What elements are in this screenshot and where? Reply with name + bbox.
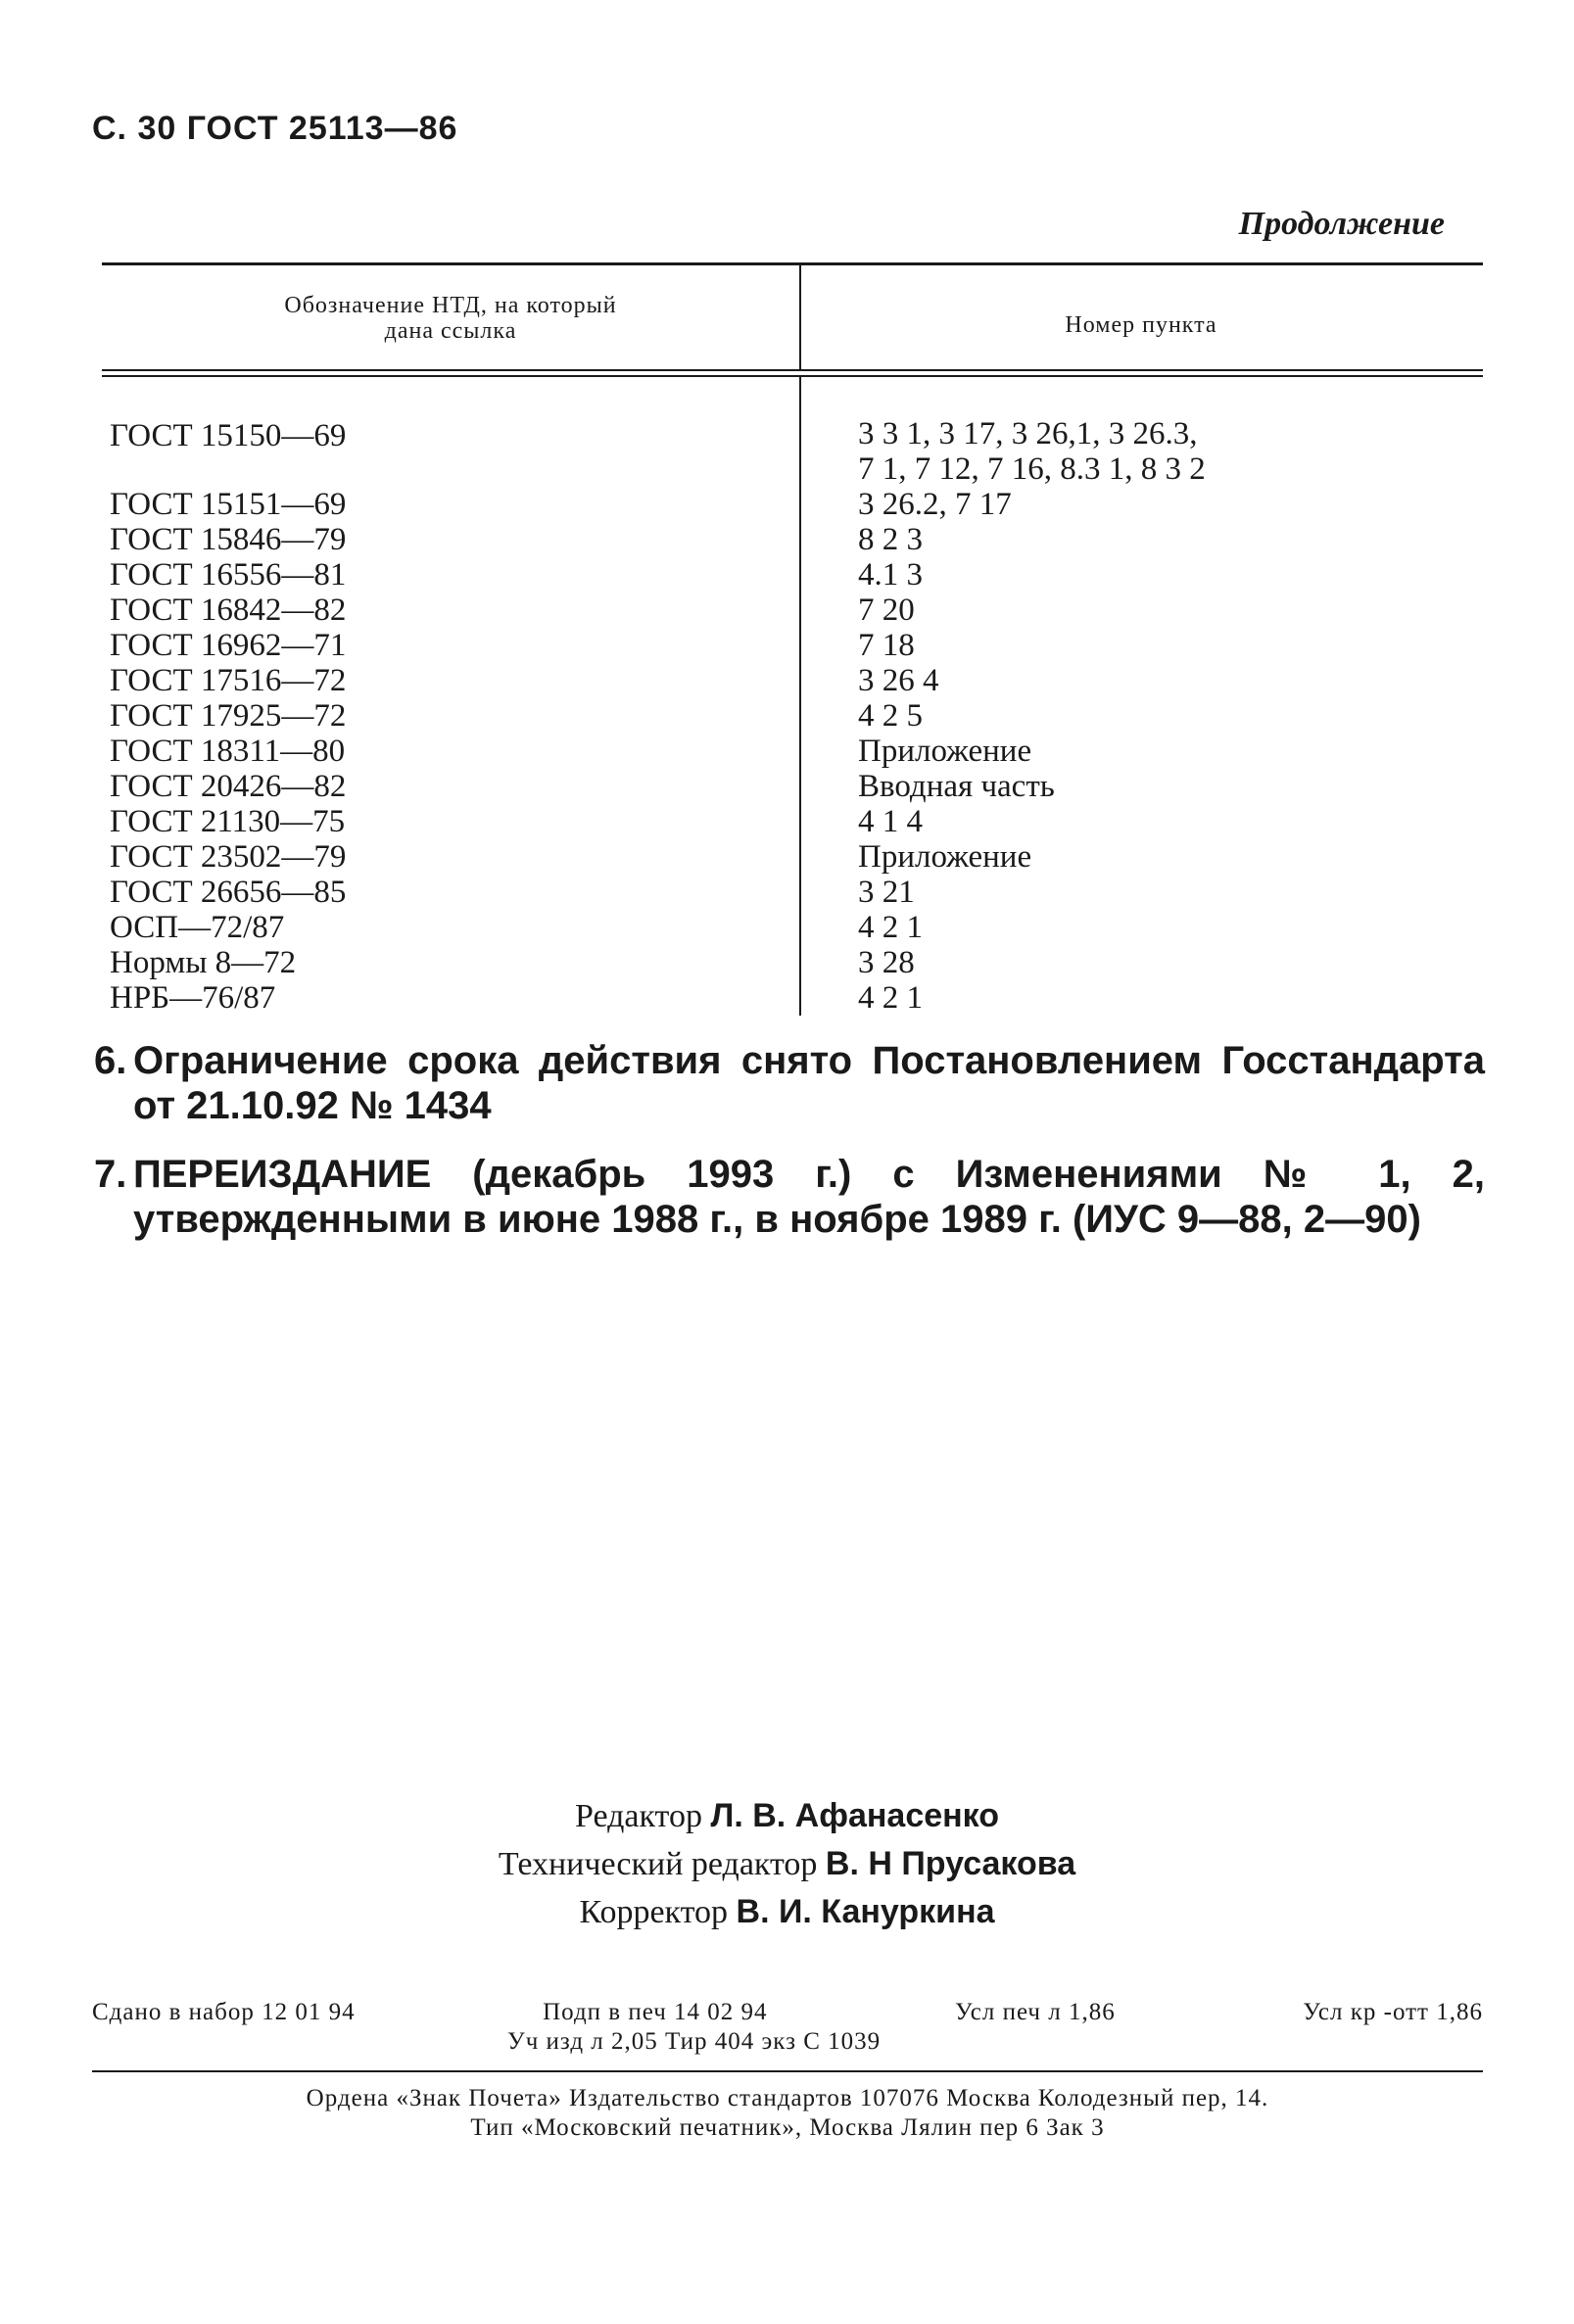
cell-document: ГОСТ 17516—72 (110, 663, 347, 698)
note-number: 6. (94, 1039, 127, 1082)
imprint-print-sheets: Усл печ л 1,86 (955, 1999, 1116, 2025)
table-row (102, 416, 1483, 487)
table-row (102, 839, 1483, 875)
table-row (102, 910, 1483, 945)
table-row (102, 557, 1483, 593)
table-header-rule (102, 369, 1483, 377)
cell-document: ГОСТ 26656—85 (110, 875, 347, 910)
cell-clause: 4 2 5 (858, 698, 923, 734)
cell-clause: 3 28 (858, 945, 915, 980)
cell-clause: Вводная часть (858, 769, 1055, 804)
cell-document: ГОСТ 15150—69 (110, 418, 347, 453)
cell-document: ГОСТ 16842—82 (110, 593, 347, 628)
continuation-label: Продолжение (1238, 206, 1445, 242)
imprint-rule (92, 2070, 1483, 2072)
column-header-document: Обозначение НТД, на который дана ссылка (284, 293, 617, 344)
cell-document: ГОСТ 23502—79 (110, 839, 347, 875)
table-header (102, 265, 1483, 369)
credit-role: Корректор (579, 1894, 729, 1930)
credit-role: Технический редактор (498, 1846, 818, 1882)
references-table (102, 262, 1483, 1016)
cell-document: ГОСТ 18311—80 (110, 734, 346, 769)
cell-clause: 4.1 3 (858, 557, 923, 593)
note-item (94, 1038, 1485, 1128)
table-row (102, 593, 1483, 628)
table-body (102, 377, 1483, 1016)
note-text: Ограничение срока действия снято Постановлением Госстандарта от 21.10.92 № 1434 (133, 1039, 1485, 1127)
cell-clause: Приложение (858, 839, 1032, 875)
cell-document: ГОСТ 16556—81 (110, 557, 347, 593)
imprint-line-1 (92, 1998, 1483, 2027)
credit-name: Л. В. Афанасенко (710, 1797, 1000, 1834)
table-row (102, 628, 1483, 663)
imprint-typeset-date: Сдано в набор 12 01 94 (92, 1999, 356, 2025)
cell-document: ГОСТ 20426—82 (110, 769, 347, 804)
credit-proofreader (0, 1888, 1574, 1936)
page-header: С. 30 ГОСТ 25113—86 (92, 110, 458, 147)
table-row (102, 804, 1483, 839)
table-row (102, 980, 1483, 1016)
table-row (102, 734, 1483, 769)
note-item (94, 1152, 1485, 1242)
table-row (102, 663, 1483, 698)
credit-editor (0, 1792, 1574, 1840)
cell-document: ОСП—72/87 (110, 910, 285, 945)
column-header-clause: Номер пункта (1065, 312, 1217, 338)
imprint-line-2: Уч изд л 2,05 Тир 404 экз С 1039 (507, 2028, 882, 2055)
column-divider-header (799, 265, 801, 369)
table-row (102, 875, 1483, 910)
cell-document: ГОСТ 17925—72 (110, 698, 347, 734)
cell-clause: 4 1 4 (858, 804, 923, 839)
note-number: 7. (94, 1153, 127, 1196)
imprint-color-sheets: Усл кр -отт 1,86 (1303, 1999, 1483, 2025)
cell-clause: Приложение (858, 734, 1032, 769)
cell-clause: 7 18 (858, 628, 915, 663)
note-text: ПЕРЕИЗДАНИЕ (декабрь 1993 г.) с Изменениями № 1, 2, утвержденными в июне 1988 г., в ноябре 1989 г. (ИУС 9—88, 2—90) (133, 1153, 1485, 1241)
imprint-publisher: Ордена «Знак Почета» Издательство стандартов 107076 Москва Колодезный пер, 14. (306, 2085, 1269, 2111)
cell-document: ГОСТ 21130—75 (110, 804, 346, 839)
credit-role: Редактор (574, 1798, 702, 1834)
table-row (102, 698, 1483, 734)
cell-document: Нормы 8—72 (110, 945, 297, 980)
notes-section (94, 1038, 1485, 1265)
cell-clause: 3 26.2, 7 17 (858, 487, 1012, 522)
credits-block (0, 1792, 1574, 1936)
credit-technical-editor (0, 1840, 1574, 1888)
column-divider-body (799, 377, 801, 1016)
cell-document: НРБ—76/87 (110, 980, 276, 1016)
imprint-printer: Тип «Московский печатник», Москва Лялин пер 6 Зак 3 (470, 2114, 1105, 2141)
table-row (102, 487, 1483, 522)
cell-document: ГОСТ 16962—71 (110, 628, 347, 663)
credit-name: В. Н Прусакова (825, 1845, 1076, 1882)
cell-clause: 3 26 4 (858, 663, 939, 698)
credit-name: В. И. Кануркина (736, 1893, 995, 1930)
cell-clause: 4 2 1 (858, 980, 923, 1016)
imprint-print-date: Подп в печ 14 02 94 (543, 1999, 768, 2025)
cell-clause: 7 20 (858, 593, 915, 628)
table-row (102, 945, 1483, 980)
cell-clause: 4 2 1 (858, 910, 923, 945)
cell-clause: 3 3 1, 3 17, 3 26,1, 3 26.3, 7 1, 7 12, 7 16, 8.3 1, 8 3 2 (858, 416, 1206, 487)
imprint-block (92, 1998, 1483, 2143)
cell-clause: 3 21 (858, 875, 915, 910)
table-row (102, 522, 1483, 557)
cell-clause: 8 2 3 (858, 522, 923, 557)
cell-document: ГОСТ 15846—79 (110, 522, 347, 557)
cell-document: ГОСТ 15151—69 (110, 487, 347, 522)
table-row (102, 769, 1483, 804)
